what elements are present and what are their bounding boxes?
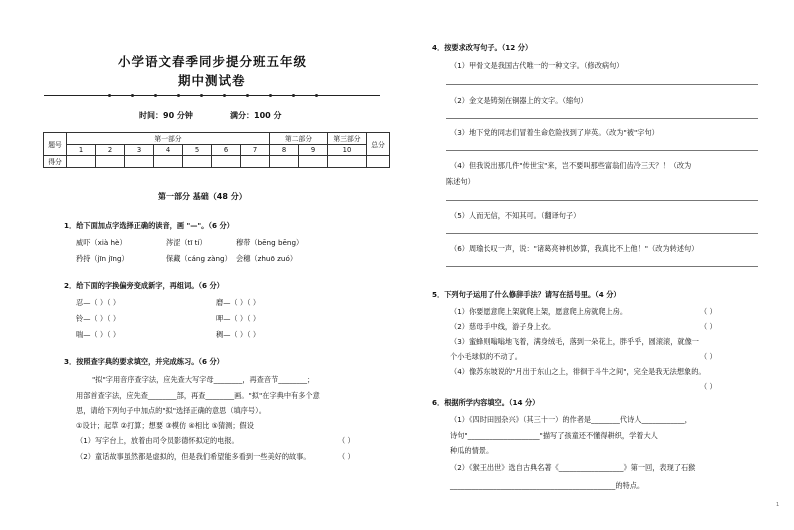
answer-bracket[interactable]: （ ）: [700, 382, 717, 391]
answer-line[interactable]: [446, 150, 758, 151]
title-divider: [44, 95, 380, 96]
q5-stem: 5．下列句子运用了什么修辞手法？请写在括号里。（4 分）: [432, 290, 621, 299]
q2-item: 忍—（ ）（ ）: [76, 298, 121, 307]
q3-line: 思，请给下列句子中加点的"拟"选择正确的意思（填序号）。: [76, 406, 266, 415]
q6-stem: 6．根据所学内容填空。（14 分）: [432, 398, 540, 407]
score-table-part3: 第三部分: [328, 133, 367, 145]
answer-line[interactable]: [446, 118, 758, 119]
answer-line[interactable]: [446, 200, 758, 201]
score-table-header: 题号: [44, 133, 67, 156]
divider-dot: [246, 94, 249, 97]
q1-item: 涔涩（tī tí）: [166, 238, 207, 247]
q6-line: ______________________________________________的特点。: [450, 481, 645, 490]
part1-heading: 第一部分 基础（48 分）: [158, 192, 247, 201]
q3-sentence: （2）童话故事虽然都是虚拟的，但是我们希望能多看到一些美好的故事。: [76, 452, 311, 461]
divider-dot: [269, 94, 272, 97]
exam-title: 小学语文春季同步提分班五年级: [118, 54, 308, 69]
q4-item: （6）周瑜长叹一声，说："诸葛亮神机妙算，我真比不上他！"（改为转述句）: [450, 244, 699, 253]
exam-full-score: 满分：100 分: [230, 111, 282, 120]
score-cell[interactable]: [367, 156, 390, 168]
q3-options: ①设计；起草 ②打算；想要 ③模仿 ④相比 ⑤猜测；假设: [76, 421, 254, 430]
score-table-col: 2: [96, 144, 125, 156]
q4-item: （3）地下党的同志们冒着生命危险找到了岸英。（改为"被"字句）: [450, 128, 659, 137]
score-cell[interactable]: [125, 156, 154, 168]
score-cell[interactable]: [328, 156, 367, 168]
q1-item: 会穗（zhuō zuó）: [236, 254, 298, 263]
score-table: [43, 132, 390, 168]
q6-line: 种瓜的情景。: [450, 446, 494, 455]
exam-subtitle: 期中测试卷: [178, 73, 246, 88]
score-table-col: 10: [328, 144, 367, 156]
divider-dot: [223, 94, 226, 97]
score-cell[interactable]: [96, 156, 125, 168]
score-table-col: 8: [270, 144, 299, 156]
divider-dot: [154, 94, 157, 97]
q6-line: 诗句"____________________"描写了孩童还不懂得耕织，学着大人: [450, 431, 658, 440]
score-table-part2: 第二部分: [270, 133, 328, 145]
exam-time: 时间：90 分钟: [139, 111, 193, 120]
divider-dot: [315, 94, 318, 97]
divider-dot: [177, 94, 180, 97]
q4-item: （4）但我说出那几件"传世宝"来，岂不要叫那些富翁们齿冷三天？！（改为: [450, 161, 692, 170]
score-table-col: 3: [125, 144, 154, 156]
q1-item: 威吓（xià hè）: [76, 238, 127, 247]
q3-line: "拟"字用音序查字法，应先查大写字母________，再查音节________；: [92, 375, 315, 384]
q6-line: （2）《猴王出世》选自古典名著《__________________》第一回，表现了石猴: [450, 463, 696, 472]
answer-bracket[interactable]: （ ）: [700, 322, 717, 331]
q2-stem: 2．给下面的字换偏旁变成新字，再组词。（6 分）: [64, 281, 224, 290]
score-cell[interactable]: [154, 156, 183, 168]
q5-item: （4）像苏东坡说的"月出于东山之上，徘徊于斗牛之间"，完全是我无法想象的。: [450, 367, 706, 376]
score-cell[interactable]: [299, 156, 328, 168]
score-table-part1: 第一部分: [67, 133, 270, 145]
score-table-total: 总分: [367, 133, 390, 156]
q3-sentence: （1）写字台上，放着由司令员影德怀拟定的电报。: [76, 436, 239, 445]
divider-dot: [108, 94, 111, 97]
q3-stem: 3．按照查字典的要求填空，并完成练习。（6 分）: [64, 357, 224, 366]
q4-stem: 4．按要求改写句子。（12 分）: [432, 43, 533, 52]
q2-item: 磨—（ ）（ ）: [216, 298, 261, 307]
answer-bracket[interactable]: （ ）: [700, 307, 717, 316]
score-row-label: 得分: [44, 156, 67, 168]
q4-item: 陈述句）: [446, 177, 475, 186]
q5-item: （3）蜜蜂则嗡嗡地飞着，满身绒毛，落到一朵花上，胖乎乎，圆滚滚，就像一: [450, 337, 699, 346]
q2-item: 喘—（ ）（ ）: [76, 330, 121, 339]
q2-item: 铃—（ ）（ ）: [76, 314, 121, 323]
answer-bracket[interactable]: （ ）: [700, 352, 717, 361]
score-cell[interactable]: [241, 156, 270, 168]
score-cell[interactable]: [270, 156, 299, 168]
score-table-col: 4: [154, 144, 183, 156]
answer-line[interactable]: [446, 84, 758, 85]
page-number: 1: [776, 502, 780, 508]
score-cell[interactable]: [212, 156, 241, 168]
q1-item: 穆带（bēng bēng）: [236, 238, 304, 247]
q6-line: （1）《四时田园杂兴》（其三十一）的作者是________代诗人____________，: [450, 415, 692, 424]
q5-item: （2）慈母手中线，游子身上衣。: [450, 322, 556, 331]
answer-bracket[interactable]: （ ）: [338, 436, 355, 445]
divider-dot: [292, 94, 295, 97]
q4-item: （1）甲骨文是我国古代唯一的一种文字。（修改病句）: [450, 61, 624, 70]
q1-item: 保藏（cáng zàng）: [166, 254, 232, 263]
answer-bracket[interactable]: （ ）: [338, 452, 355, 461]
score-table-col: 7: [241, 144, 270, 156]
q3-line: 用部首查字法，应先查________部，再查________画。"拟"在字典中有多个意: [76, 391, 320, 400]
score-table-col: 6: [212, 144, 241, 156]
q1-item: 矜持（jīn jīng）: [76, 254, 129, 263]
score-cell[interactable]: [183, 156, 212, 168]
q4-item: （5）人而无信，不知其可。（翻译句子）: [450, 211, 581, 220]
q1-stem: 1．给下面加点字选择正确的读音，画 "—"。（6 分）: [64, 221, 234, 230]
divider-dot: [200, 94, 203, 97]
q2-item: 稠—（ ）（ ）: [216, 330, 261, 339]
score-table-col: 9: [299, 144, 328, 156]
divider-dot: [131, 94, 134, 97]
q2-item: 呷—（ ）（ ）: [216, 314, 261, 323]
score-cell[interactable]: [67, 156, 96, 168]
score-table-col: 5: [183, 144, 212, 156]
q4-item: （2）金文是铸刻在铜器上的文字。（缩句）: [450, 96, 588, 105]
score-table-col: 1: [67, 144, 96, 156]
q5-item: （1）你要愿意爬上架就爬上架，愿意爬上房就爬上房。: [450, 307, 628, 316]
q5-item: 个小毛球似的不动了。: [450, 352, 522, 361]
answer-line[interactable]: [446, 233, 758, 234]
answer-line[interactable]: [446, 266, 758, 267]
